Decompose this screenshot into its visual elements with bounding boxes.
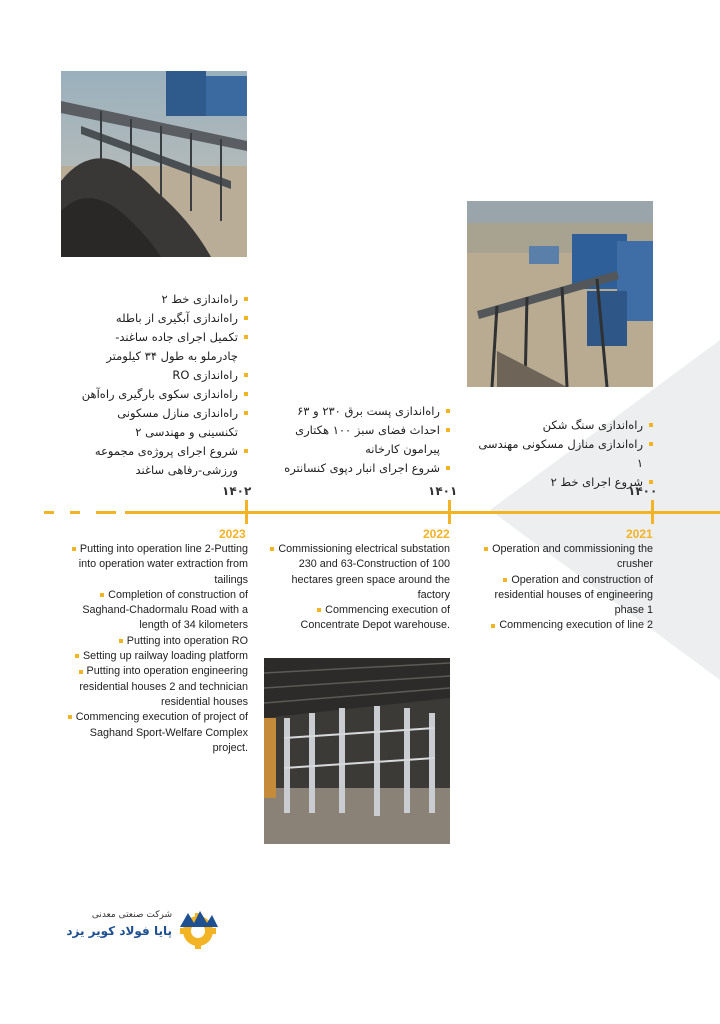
en-item-text: Setting up railway loading platform — [82, 650, 248, 663]
en-milestones-2021 — [480, 542, 653, 634]
fa-item: راه‌اندازی سنگ شکن — [478, 416, 653, 435]
gear-mountain-icon — [176, 905, 220, 949]
fa-milestones-1402 — [80, 290, 248, 480]
en-item — [62, 634, 248, 649]
en-year-2021: 2021 — [626, 527, 653, 541]
fa-item: شروع اجرای پروژه‌ی مجموعه ورزشی-رفاهی ساغند — [80, 442, 248, 480]
timeline-marker-2021 — [651, 500, 654, 524]
fa-item: راه‌اندازی سکوی بارگیری راه‌آهن — [80, 385, 248, 404]
logo-line1: شرکت صنعتی معدنی — [91, 910, 172, 920]
en-item-text: Commencing execution of project of Saghand Sport-Welfare Complex project. — [75, 711, 248, 754]
en-item-text: Commencing execution of line 2 — [499, 619, 653, 632]
en-year-2023: 2023 — [219, 527, 246, 541]
en-item — [480, 573, 653, 619]
fa-year-1402: ۱۴۰۲ — [222, 484, 252, 498]
photo-crusher-plant — [467, 201, 653, 387]
fa-item: راه‌اندازی آبگیری از باطله — [80, 309, 248, 328]
en-item — [480, 618, 653, 633]
timeline-marker-2022 — [448, 500, 451, 524]
fa-milestones-1400 — [478, 416, 653, 492]
fa-item: راه‌اندازی خط ۲ — [80, 290, 248, 309]
photo-conveyor-stockpile — [61, 71, 247, 257]
fa-item: شروع اجرای خط ۲ — [478, 473, 653, 492]
company-logo — [66, 905, 220, 955]
timeline-dash — [96, 511, 116, 514]
en-item-text: Putting into operation RO — [126, 634, 248, 647]
timeline-marker-2023 — [245, 500, 248, 524]
fa-year-1401: ۱۴۰۱ — [428, 484, 458, 498]
fa-item: احداث فضای سبز ۱۰۰ هکتاری پیرامون کارخانه — [280, 421, 450, 459]
fa-item: راه‌اندازی RO — [80, 366, 248, 385]
fa-item: تکمیل اجرای جاده ساغند-چادرملو به طول ۳۴ کیلومتر — [80, 328, 248, 366]
en-item-text: Putting into operation line 2-Putting into operation water extraction from tailings — [78, 543, 248, 586]
en-milestones-2023 — [62, 542, 248, 756]
fa-year-1400: ۱۴۰۰ — [628, 484, 658, 498]
en-item — [62, 649, 248, 664]
timeline-dash — [44, 511, 54, 514]
en-item — [62, 664, 248, 710]
fa-item: راه‌اندازی پست برق ۲۳۰ و ۶۳ — [280, 402, 450, 421]
en-year-2022: 2022 — [423, 527, 450, 541]
photo-substation — [264, 658, 450, 844]
timeline-dash — [70, 511, 80, 514]
en-item-text: Operation and commissioning the crusher — [492, 543, 653, 571]
en-item — [268, 542, 450, 603]
en-item — [268, 603, 450, 634]
logo-line2: پایا فولاد کویر یزد — [66, 924, 172, 938]
en-milestones-2022 — [268, 542, 450, 634]
en-item-text: Completion of construction of Saghand-Chadormalu Road with a length of 34 kilometers — [82, 588, 248, 632]
timeline-line — [125, 511, 720, 514]
fa-milestones-1401 — [280, 402, 450, 478]
en-item — [62, 710, 248, 756]
fa-item: شروع اجرای انبار دپوی کنسانتره — [280, 459, 450, 478]
en-item-text: Operation and construction of residential houses of engineering phase 1 — [494, 573, 653, 617]
en-item-text: Commencing execution of Concentrate Depot warehouse. — [300, 604, 450, 632]
en-item — [62, 588, 248, 634]
en-item-text: Putting into operation engineering residential houses 2 and technician residential houses — [79, 665, 248, 708]
fa-item: راه‌اندازی منازل مسکونی تکنسینی و مهندسی ۲ — [80, 404, 248, 442]
en-item — [480, 542, 653, 573]
fa-item: راه‌اندازی منازل مسکونی مهندسی ۱ — [478, 435, 653, 473]
en-item — [62, 542, 248, 588]
en-item-text: Commissioning electrical substation 230 and 63-Construction of 100 hectares green space around the factory — [278, 543, 450, 601]
